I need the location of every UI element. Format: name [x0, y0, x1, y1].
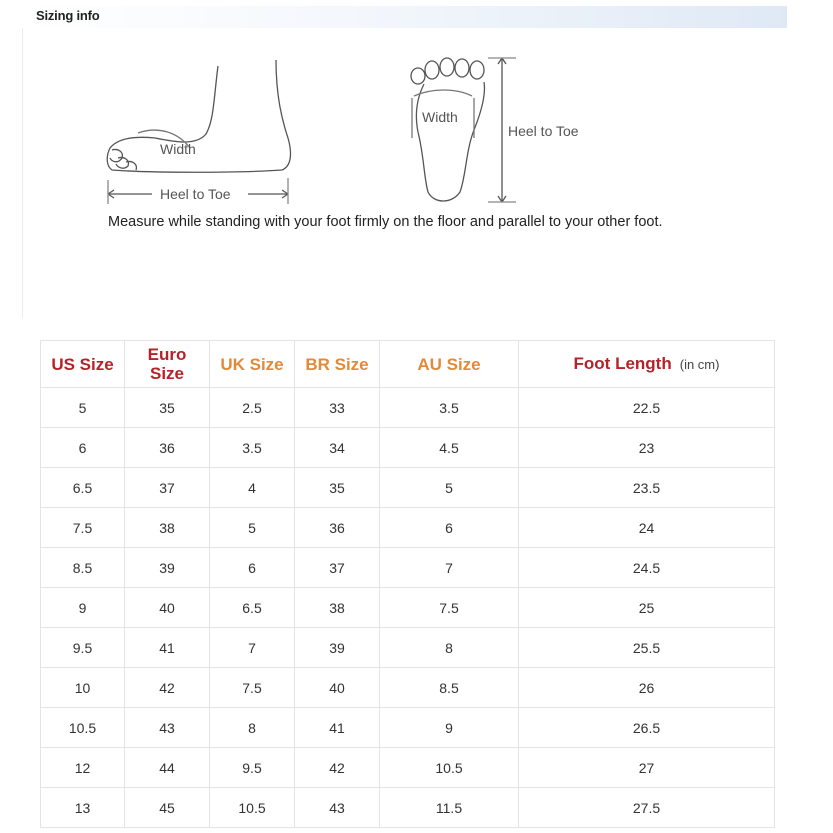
table-header-row	[41, 341, 775, 388]
br-size-cell: 42	[295, 748, 380, 788]
euro-size-cell: 43	[125, 708, 210, 748]
foot-length-label: Foot Length	[573, 354, 672, 373]
uk-size-cell: 5	[210, 508, 295, 548]
table-row	[41, 388, 775, 428]
us-size-cell: 7.5	[41, 508, 125, 548]
sole-illustration	[411, 58, 516, 202]
table-row	[41, 748, 775, 788]
foot-length-cell: 27.5	[519, 788, 775, 828]
euro-size-cell: 37	[125, 468, 210, 508]
euro-size-cell: 42	[125, 668, 210, 708]
euro-size-cell: 44	[125, 748, 210, 788]
br-size-cell: 34	[295, 428, 380, 468]
foot-length-cell: 23	[519, 428, 775, 468]
foot-length-cell: 23.5	[519, 468, 775, 508]
br-size-cell: 35	[295, 468, 380, 508]
br-size-cell: 37	[295, 548, 380, 588]
table-row	[41, 708, 775, 748]
au-size-cell: 6	[380, 508, 519, 548]
au-size-cell: 7.5	[380, 588, 519, 628]
page-title: Sizing info	[36, 8, 100, 23]
table-row	[41, 788, 775, 828]
us-size-header: US Size	[41, 341, 125, 388]
sole-length-label: Heel to Toe	[508, 123, 579, 139]
foot-length-cell: 25.5	[519, 628, 775, 668]
euro-header-line1: Euro	[147, 345, 187, 364]
us-size-cell: 13	[41, 788, 125, 828]
size-chart-table	[40, 340, 775, 828]
foot-measure-diagram	[0, 0, 833, 240]
br-size-cell: 38	[295, 588, 380, 628]
uk-size-cell: 2.5	[210, 388, 295, 428]
side-foot-illustration	[107, 60, 290, 204]
us-size-cell: 8.5	[41, 548, 125, 588]
euro-size-cell: 41	[125, 628, 210, 668]
br-size-header: BR Size	[295, 341, 380, 388]
table-row	[41, 508, 775, 548]
br-size-cell: 41	[295, 708, 380, 748]
foot-length-unit: (in cm)	[679, 357, 720, 372]
us-size-cell: 12	[41, 748, 125, 788]
uk-size-cell: 7	[210, 628, 295, 668]
foot-length-cell: 24	[519, 508, 775, 548]
euro-size-cell: 39	[125, 548, 210, 588]
uk-size-cell: 6.5	[210, 588, 295, 628]
euro-size-cell: 36	[125, 428, 210, 468]
au-size-cell: 3.5	[380, 388, 519, 428]
au-size-cell: 8	[380, 628, 519, 668]
uk-size-cell: 3.5	[210, 428, 295, 468]
us-size-cell: 10.5	[41, 708, 125, 748]
br-size-cell: 40	[295, 668, 380, 708]
euro-header-line2: Size	[149, 364, 185, 383]
uk-size-cell: 8	[210, 708, 295, 748]
side-length-label: Heel to Toe	[160, 186, 231, 202]
au-size-cell: 8.5	[380, 668, 519, 708]
foot-length-cell: 25	[519, 588, 775, 628]
uk-size-cell: 4	[210, 468, 295, 508]
us-size-cell: 5	[41, 388, 125, 428]
foot-length-cell: 26	[519, 668, 775, 708]
euro-size-cell: 38	[125, 508, 210, 548]
table-row	[41, 628, 775, 668]
us-size-cell: 6	[41, 428, 125, 468]
us-size-cell: 6.5	[41, 468, 125, 508]
uk-size-header: UK Size	[210, 341, 295, 388]
br-size-cell: 39	[295, 628, 380, 668]
au-size-cell: 5	[380, 468, 519, 508]
foot-length-cell: 27	[519, 748, 775, 788]
side-width-label: Width	[160, 141, 196, 157]
au-size-header: AU Size	[380, 341, 519, 388]
au-size-cell: 4.5	[380, 428, 519, 468]
br-size-cell: 36	[295, 508, 380, 548]
foot-length-header	[519, 341, 775, 388]
us-size-cell: 9	[41, 588, 125, 628]
table-row	[41, 468, 775, 508]
br-size-cell: 33	[295, 388, 380, 428]
us-size-cell: 9.5	[41, 628, 125, 668]
uk-size-cell: 9.5	[210, 748, 295, 788]
table-row	[41, 428, 775, 468]
table-row	[41, 548, 775, 588]
foot-length-cell: 26.5	[519, 708, 775, 748]
uk-size-cell: 10.5	[210, 788, 295, 828]
au-size-cell: 7	[380, 548, 519, 588]
euro-size-cell: 35	[125, 388, 210, 428]
euro-size-cell: 45	[125, 788, 210, 828]
measure-instruction: Measure while standing with your foot firmly on the floor and parallel to your other foot.	[108, 214, 663, 230]
table-row	[41, 588, 775, 628]
euro-size-cell: 40	[125, 588, 210, 628]
table-row	[41, 668, 775, 708]
foot-length-cell: 22.5	[519, 388, 775, 428]
foot-length-cell: 24.5	[519, 548, 775, 588]
br-size-cell: 43	[295, 788, 380, 828]
au-size-cell: 11.5	[380, 788, 519, 828]
uk-size-cell: 7.5	[210, 668, 295, 708]
au-size-cell: 9	[380, 708, 519, 748]
us-size-cell: 10	[41, 668, 125, 708]
uk-size-cell: 6	[210, 548, 295, 588]
au-size-cell: 10.5	[380, 748, 519, 788]
euro-size-header	[125, 341, 210, 388]
sole-width-label: Width	[422, 109, 458, 125]
